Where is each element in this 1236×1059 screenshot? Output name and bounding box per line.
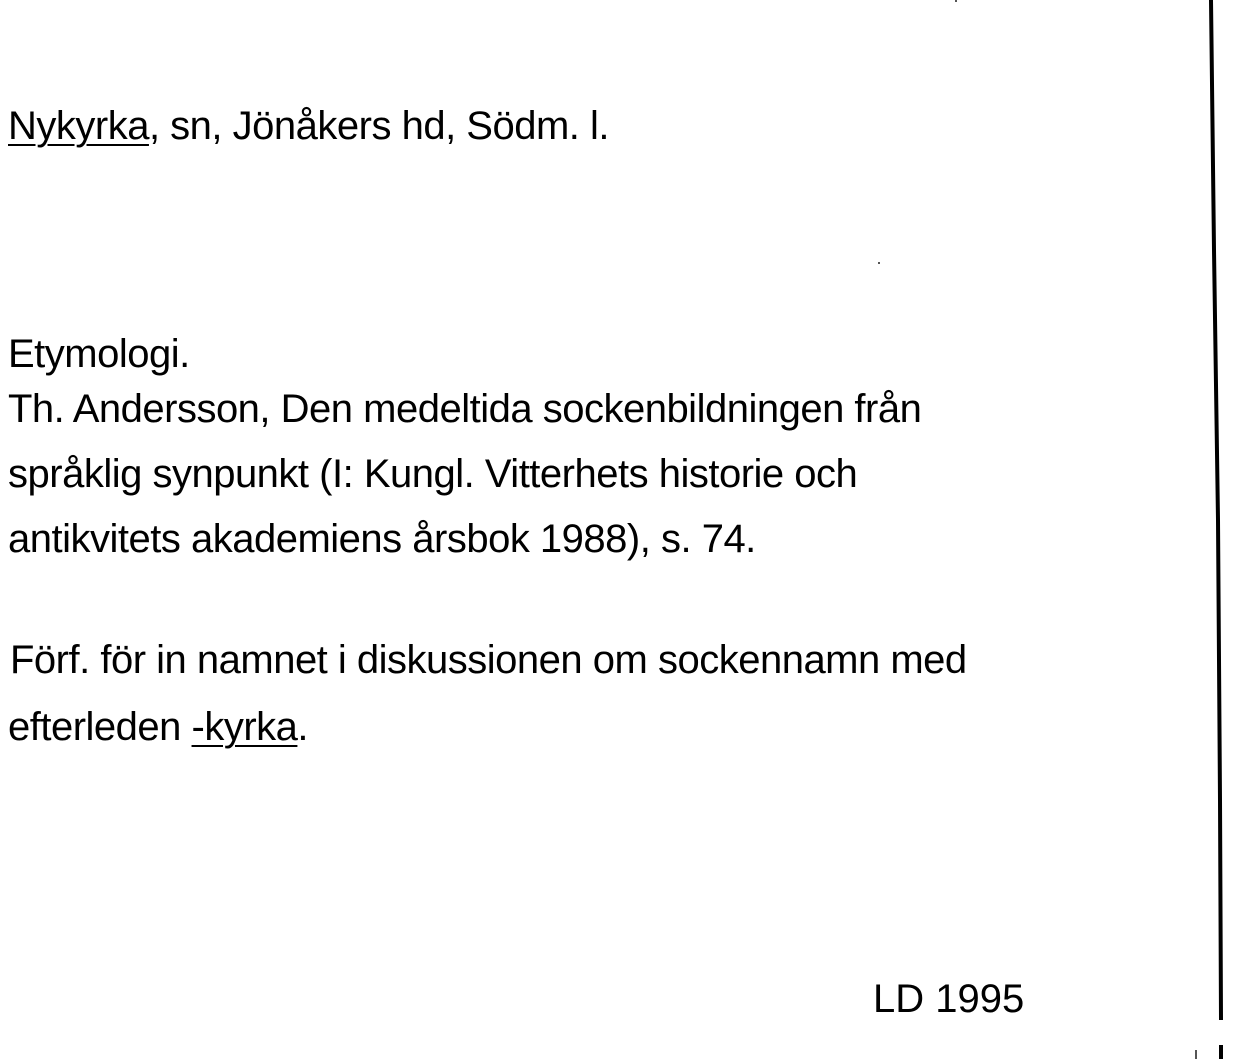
scan-speck (955, 0, 957, 2)
section-label: Etymologi. (8, 332, 190, 376)
reference-line-3: antikvitets akademiens årsbok 1988), s. 74. (8, 517, 756, 561)
suffix-term: -kyrka (191, 705, 298, 749)
scan-speck (1195, 1050, 1197, 1059)
place-details: , sn, Jönåkers hd, Södm. l. (148, 104, 610, 148)
scan-speck (878, 262, 880, 264)
note-line-2 (8, 703, 308, 751)
note-prefix: efterleden (8, 705, 192, 749)
note-line-1: Förf. för in namnet i diskussionen om sockennamn med (10, 638, 967, 682)
note-suffix: . (297, 705, 309, 749)
reference-line-2: språklig synpunkt (I: Kungl. Vitterhets historie och (8, 452, 858, 496)
signature: LD 1995 (873, 977, 1025, 1021)
scan-edge-line (1207, 0, 1225, 1059)
place-name: Nykyrka (8, 104, 149, 148)
card-heading (8, 102, 609, 150)
reference-line-1: Th. Andersson, Den medeltida sockenbildningen från (8, 387, 922, 431)
